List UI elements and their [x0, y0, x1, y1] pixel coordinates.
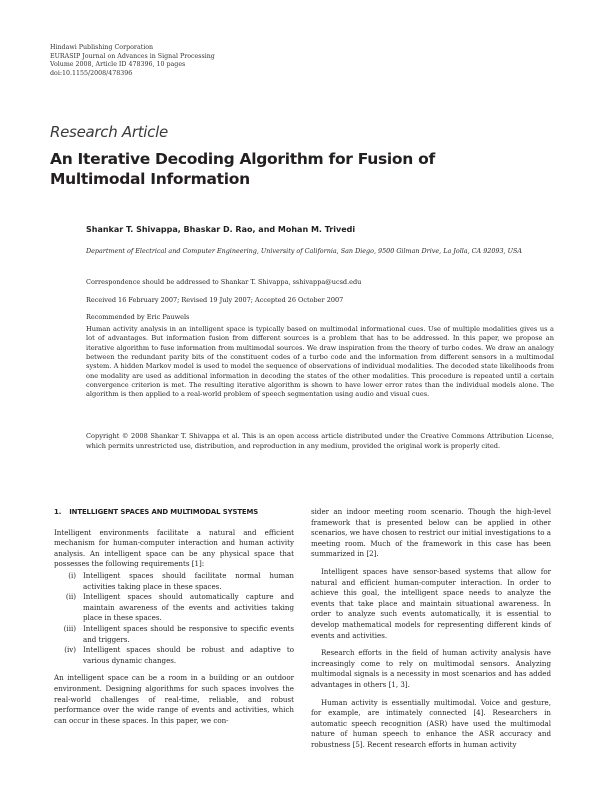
list-text: Intelligent spaces should be robust and adaptive to various dynamic changes.	[83, 645, 294, 665]
requirements-list	[54, 571, 294, 666]
list-marker: (iv)	[64, 645, 76, 655]
recommended-by: Recommended by Eric Pauwels	[86, 313, 190, 321]
paragraph: Intelligent environments facilitate a natural and efficient mechanism for human-computer interaction and human activity analysis. An intelligent space can be any physical space that possesses the following requirements [1]:	[54, 527, 294, 569]
left-column	[54, 507, 294, 726]
paragraph: Human activity is essentially multimodal. Voice and gesture, for example, are intimately connected [4]. Researchers in automatic speech recognition (ASR) have used the multimodal nature of human speech to enhance the ASR accuracy and robustness [5]. Recent research efforts in human activity	[311, 697, 551, 749]
list-marker: (ii)	[65, 592, 76, 602]
paragraph: sider an indoor meeting room scenario. Though the high-level framework that is presented below can be applied in other scenarios, we have chosen to restrict our initial investigations to a meeting room. Much of the framework in this case has been summarized in [2].	[311, 507, 551, 559]
publisher: Hindawi Publishing Corporation	[50, 44, 154, 51]
paragraph: Research efforts in the field of human activity analysis have increasingly come to rely on multimodal sensors. Analyzing multimodal signals is a necessity in most scenarios and has added advantages in others [1, 3].	[311, 648, 551, 689]
list-text: Intelligent spaces should be responsive to specific events and triggers.	[83, 623, 294, 644]
paragraph: An intelligent space can be a room in a building or an outdoor environment. Designing algorithms for such spaces involves the real-world challenges of real-time, reliable, and robust performance over the wide range of events and activities, which can occur in these spaces. In this paper, we con-	[54, 673, 294, 725]
section-heading	[54, 507, 294, 518]
right-column	[311, 507, 551, 750]
list-text: Intelligent spaces should automatically capture and maintain awareness of the events and activities taking place in these spaces.	[83, 592, 294, 623]
paragraph: Intelligent spaces have sensor-based systems that allow for natural and efficient human-computer interaction. In order to achieve this goal, the intelligent space needs to analyze the events that take place and maintain situational awareness. In order to analyze such events automatically, it is essential to develop mathematical models for representing different kinds of events and activities.	[311, 566, 551, 640]
doi[interactable]: doi:10.1155/2008/478396	[50, 69, 133, 77]
journal-name: EURASIP Journal on Advances in Signal Processing	[50, 52, 215, 60]
list-text: Intelligent spaces should facilitate normal human activities taking place in these spaces.	[83, 570, 294, 591]
authors: Shankar T. Shivappa, Bhaskar D. Rao, and Mohan M. Trivedi	[86, 225, 356, 234]
dates: Received 16 February 2007; Revised 19 July 2007; Accepted 26 October 2007	[86, 296, 344, 304]
list-marker: (i)	[68, 570, 76, 580]
list-item	[54, 592, 294, 624]
list-marker: (iii)	[63, 623, 76, 633]
section-title: INTELLIGENT SPACES AND MULTIMODAL SYSTEMS	[69, 508, 259, 516]
article-type: Research Article	[50, 123, 168, 141]
journal-header	[50, 44, 215, 78]
article-title: An Iterative Decoding Algorithm for Fusion of Multimodal Information	[50, 150, 435, 188]
copyright-notice: Copyright © 2008 Shankar T. Shivappa et al. This is an open access article distributed under the Creative Commons Attribution License, which permits unrestricted use, distribution, and reproduction in any medium, provided the original work is properly cited.	[86, 432, 554, 450]
list-item	[54, 645, 294, 666]
volume-info: Volume 2008, Article ID 478396, 10 pages	[50, 61, 186, 69]
affiliation: Department of Electrical and Computer Engineering, University of California, San Diego, 9500 Gilman Drive, La Jolla, CA 92093, USA	[86, 247, 522, 255]
section-number: 1.	[54, 508, 62, 516]
list-item	[54, 624, 294, 645]
abstract: Human activity analysis in an intelligent space is typically based on multimodal informational cues. Use of multiple modalities gives us a lot of advantages. But information fusion from different sources is a problem that has to be addressed. In this paper, we propose an iterative algorithm to fuse information from multimodal sources. We draw inspiration from the theory of turbo codes. We draw an analogy between the redundant parity bits of the constituent codes of a turbo code and the information from different sensors in a multimodal system. A hidden Markov model is used to model the sequence of observations of individual modalities. The decoded state likelihoods from one modality are used as additional information in decoding the states of the other modalities. This procedure is repeated until a certain convergence criterion is met. The resulting iterative algorithm is shown to have lower error rates than the individual models alone. The algorithm is then applied to a real-world problem of speech segmentation using audio and visual cues.	[86, 325, 554, 399]
correspondence: Correspondence should be addressed to Shankar T. Shivappa, sshivappa@ucsd.edu	[86, 278, 362, 286]
list-item	[54, 571, 294, 592]
